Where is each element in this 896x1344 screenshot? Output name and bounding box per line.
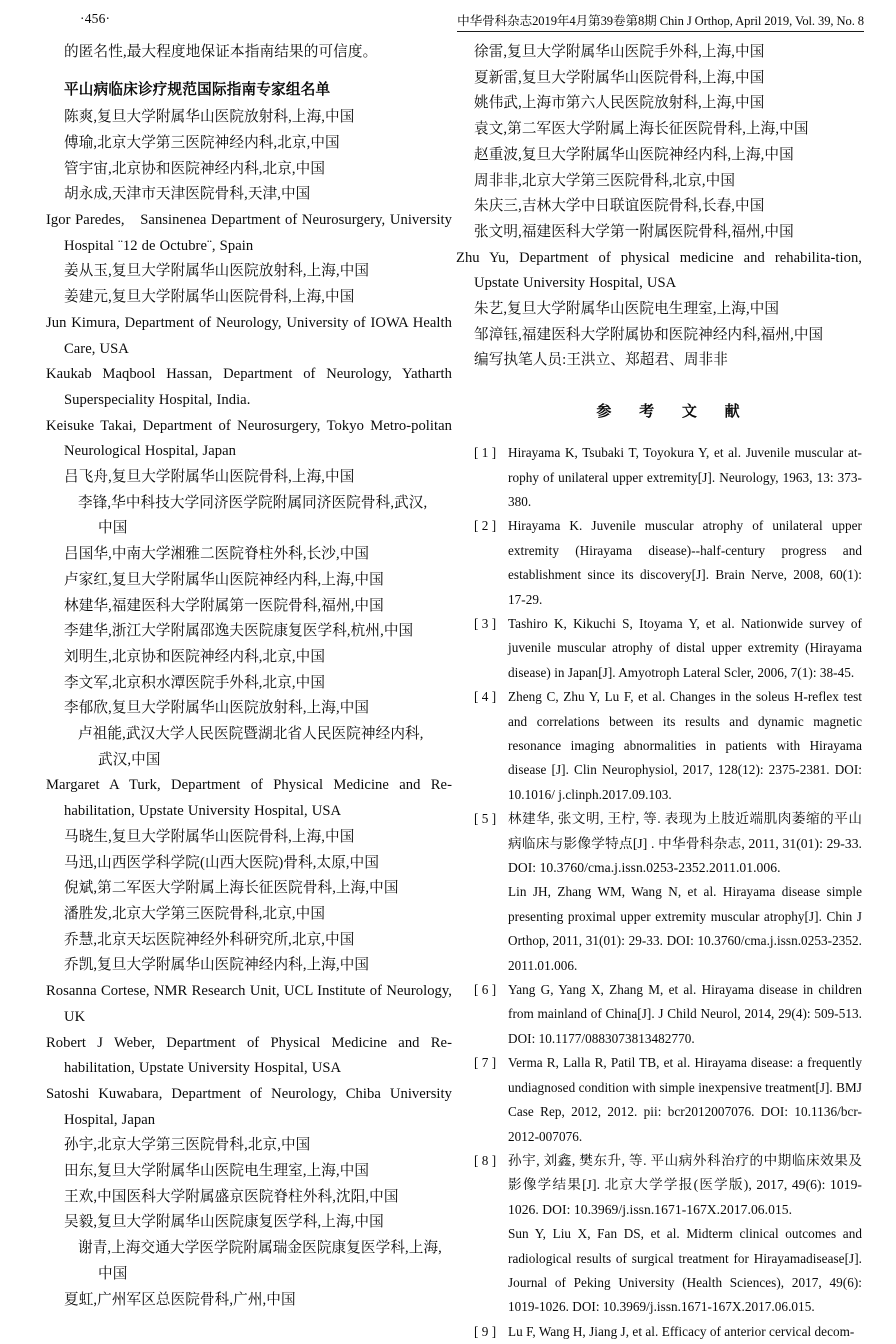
expert-entry: 刘明生,北京协和医院神经内科,北京,中国 <box>64 648 326 665</box>
expert-entry: 林建华,福建医科大学附属第一医院骨科,福州,中国 <box>64 597 384 614</box>
reference-number: [ 2 ] <box>474 518 497 534</box>
reference-text: Lin JH, Zhang WM, Wang N, et al. Hirayama disease simple presenting proximal upper extremity muscular atrophy[J]. Chin J Orthop, 2011, 31(01): 29-33. DOI: 10.3760/cma.j.issn.0253-2352. 2011.01.006. <box>508 884 862 973</box>
reference-number: [ 4 ] <box>474 689 497 705</box>
expert-entry-continuation: 中国 <box>98 520 128 537</box>
expert-entry: 邹漳钰,福建医科大学附属协和医院神经内科,福州,中国 <box>474 326 824 343</box>
expert-entry-text: 谢青,上海交通大学医学院附属瑞金医院康复医学科,上海, <box>78 1240 442 1257</box>
reference-text-cn: 孙宇, 刘鑫, 樊东升, 等. 平山病外科治疗的中期临床效果及影像学结果[J]. 北京大学学报(医学版), 2017, 49(6): 1019-1026. DOI: 10.3969/j.issn.1671-167X.2017.06.015. <box>508 1152 862 1217</box>
expert-entry: 吕国华,中南大学湘雅二医院脊柱外科,长沙,中国 <box>64 546 370 563</box>
expert-entry: 夏新雷,复旦大学附属华山医院骨科,上海,中国 <box>474 69 765 86</box>
continued-paragraph: 的匿名性,最大程度地保证本指南结果的可信度。 <box>64 44 378 60</box>
reference-list <box>474 441 862 1344</box>
reference-number: [ 8 ] <box>474 1152 497 1168</box>
expert-entry: 田东,复旦大学附属华山医院电生理室,上海,中国 <box>64 1163 370 1180</box>
expert-entry: 傅瑜,北京大学第三医院神经内科,北京,中国 <box>64 134 340 151</box>
expert-entry <box>64 1236 452 1287</box>
expert-entry: 姚伟武,上海市第六人民医院放射科,上海,中国 <box>474 95 765 112</box>
reference-number: [ 6 ] <box>474 982 497 998</box>
expert-entry: 李郁欣,复旦大学附属华山医院放射科,上海,中国 <box>64 700 370 717</box>
reference-item <box>474 1149 862 1320</box>
expert-entry-text: 卢祖能,武汉大学人民医院暨湖北省人民医院神经内科, <box>78 726 424 743</box>
expert-entry: 朱艺,复旦大学附属华山医院电生理室,上海,中国 <box>474 301 780 318</box>
reference-text: Tashiro K, Kikuchi S, Itoyama Y, et al. Nationwide survey of juvenile muscular atrophy of distal upper extremity (Hirayama disease) in Japan[J]. Amyotroph Lateral Scler, 2006, 7(1): 38-45. <box>508 615 862 680</box>
reference-item <box>474 612 862 685</box>
expert-entry: 倪斌,第二军医大学附属上海长征医院骨科,上海,中国 <box>64 880 399 897</box>
expert-entry-text: 李锋,华中科技大学同济医学院附属同济医院骨科,武汉, <box>78 494 428 511</box>
expert-entry: 马迅,山西医学科学院(山西大医院)骨科,太原,中国 <box>64 854 380 871</box>
expert-panel-heading: 平山病临床诊疗规范国际指南专家组名单 <box>64 81 331 98</box>
reference-text: Lu F, Wang H, Jiang J, et al. Efficacy of anterior cervical decom- <box>508 1323 855 1339</box>
reference-text: Yang G, Yang X, Zhang M, et al. Hirayama disease in children from mainland of China[J]. J Child Neurol, 2014, 29(4): 509-513. DOI: 10.1177/0883073813482770. <box>508 982 862 1046</box>
reference-text-cn: 林建华, 张文明, 王柠, 等. 表现为上肢近端肌肉萎缩的平山病临床与影像学特点[J] . 中华骨科杂志, 2011, 31(01): 29-33. DOI: 10.3760/cma.j.issn.0253-2352.2011.01.006. <box>508 811 862 876</box>
right-column <box>456 40 862 1344</box>
reference-number: [ 1 ] <box>474 445 497 461</box>
reference-item <box>474 978 862 1051</box>
expert-entry: Keisuke Takai, Department of Neurosurgery, Tokyo Metro-politan Neurological Hospital, Japan <box>46 417 452 460</box>
reference-text: Hirayama K. Juvenile muscular atrophy of unilateral upper extremity (Hirayama disease)--half-century progress and establishment since its discovery[J]. Brain Nerve, 2008, 60(1): 17-29. <box>508 518 862 607</box>
expert-entry: 孙宇,北京大学第三医院骨科,北京,中国 <box>64 1137 311 1154</box>
reference-number: [ 9 ] <box>474 1323 497 1339</box>
expert-entry: 潘胜发,北京大学第三医院骨科,北京,中国 <box>64 905 326 922</box>
expert-entry: Igor Paredes, Sansinenea Department of Neurosurgery, University Hospital ¨12 de Octubre¨, Spain <box>46 212 452 254</box>
expert-entry: 张文明,福建医科大学第一附属医院骨科,福州,中国 <box>474 223 794 240</box>
expert-entry: Kaukab Maqbool Hassan, Department of Neurology, Yatharth Superspeciality Hospital, India. <box>46 366 452 408</box>
expert-entry: 朱庆三,吉林大学中日联谊医院骨科,长春,中国 <box>474 198 765 215</box>
expert-entry: 徐雷,复旦大学附属华山医院手外科,上海,中国 <box>474 44 765 60</box>
reference-text: Zheng C, Zhu Y, Lu F, et al. Changes in the soleus H-reflex test and correlations between its results and dynamic magnetic resonance imaging abnormalities in patients with Hirayama disease [J]. Clin Neurophysiol, 2017, 128(12): 2375-2381. DOI: 10.1016/ j.clinph.2017.09.103. <box>508 689 862 802</box>
reference-text: Hirayama K, Tsubaki T, Toyokura Y, et al. Juvenile muscular at-rophy of unilateral upper extremity[J]. Neurology, 1963, 13: 373-380. <box>508 445 862 509</box>
reference-text: Sun Y, Liu X, Fan DS, et al. Midterm clinical outcomes and radiological results of surgical treatment for Hirayamadisease[J]. Journal of Peking University (Health Sciences), 2017, 49(6): 1019-1026. DOI: 10.3969/j.issn.1671-167X.2017.06.015. <box>508 1226 862 1315</box>
reference-item <box>474 441 862 514</box>
expert-entry-continuation: 武汉,中国 <box>98 751 161 768</box>
references-heading: 参 考 文 献 <box>596 404 752 421</box>
expert-entry: 姜建元,复旦大学附属华山医院骨科,上海,中国 <box>64 289 355 306</box>
page-number: ·456· <box>80 11 111 26</box>
expert-entry: Robert J Weber, Department of Physical Medicine and Re-habilitation, Upstate University Hospital, USA <box>46 1034 452 1077</box>
expert-entry: 姜从玉,复旦大学附属华山医院放射科,上海,中国 <box>64 263 370 280</box>
expert-entry: Zhu Yu, Department of physical medicine and rehabilita-tion, Upstate University Hospital, USA <box>456 249 862 292</box>
expert-entry: 马晓生,复旦大学附属华山医院骨科,上海,中国 <box>64 828 355 845</box>
expert-entry <box>64 491 452 542</box>
running-head <box>0 8 896 34</box>
reference-item <box>474 1051 862 1149</box>
reference-item <box>474 685 862 807</box>
reference-item <box>474 1320 862 1344</box>
expert-entry: 吕飞舟,复旦大学附属华山医院骨科,上海,中国 <box>64 469 355 486</box>
expert-entry: Jun Kimura, Department of Neurology, University of IOWA Health Care, USA <box>46 314 452 357</box>
reference-number: [ 7 ] <box>474 1055 497 1071</box>
expert-entry: 管宇宙,北京协和医院神经内科,北京,中国 <box>64 160 326 177</box>
expert-entry: 赵重波,复旦大学附属华山医院神经内科,上海,中国 <box>474 146 794 163</box>
reference-number: [ 5 ] <box>474 811 497 827</box>
expert-entry: 乔慧,北京天坛医院神经外科研究所,北京,中国 <box>64 931 355 948</box>
expert-entry: Margaret A Turk, Department of Physical Medicine and Re-habilitation, Upstate University Hospital, USA <box>46 777 452 820</box>
left-column <box>46 40 452 1313</box>
expert-entry: 王欢,中国医科大学附属盛京医院脊柱外科,沈阳,中国 <box>64 1188 399 1205</box>
expert-entry-continuation: 中国 <box>98 1265 128 1282</box>
expert-name-list-right <box>456 40 862 348</box>
expert-entry: 袁文,第二军医大学附属上海长征医院骨科,上海,中国 <box>474 121 809 138</box>
expert-entry: Rosanna Cortese, NMR Research Unit, UCL Institute of Neurology, UK <box>46 983 452 1025</box>
reference-item <box>474 807 862 978</box>
expert-entry: 陈爽,复旦大学附属华山医院放射科,上海,中国 <box>64 109 355 126</box>
expert-entry: 夏虹,广州军区总医院骨科,广州,中国 <box>64 1291 296 1308</box>
expert-entry: 卢家红,复旦大学附属华山医院神经内科,上海,中国 <box>64 571 384 588</box>
expert-entry: 乔凯,复旦大学附属华山医院神经内科,上海,中国 <box>64 957 370 974</box>
expert-entry: 胡永成,天津市天津医院骨科,天津,中国 <box>64 186 311 203</box>
expert-entry <box>64 722 452 773</box>
writers-line: 编写执笔人员:王洪立、郑超君、周非非 <box>474 352 728 369</box>
journal-citation-header: 中华骨科杂志2019年4月第39卷第8期 Chin J Orthop, April 2019, Vol. 39, No. 8 <box>457 10 864 32</box>
expert-entry: 吴毅,复旦大学附属华山医院康复医学科,上海,中国 <box>64 1214 384 1231</box>
expert-name-list-left <box>46 105 452 1313</box>
reference-number: [ 3 ] <box>474 615 497 631</box>
expert-entry: 周非非,北京大学第三医院骨科,北京,中国 <box>474 172 736 189</box>
expert-entry: Satoshi Kuwabara, Department of Neurology, Chiba University Hospital, Japan <box>46 1085 452 1128</box>
expert-entry: 李建华,浙江大学附属邵逸夫医院康复医学科,杭州,中国 <box>64 623 414 640</box>
reference-item <box>474 514 862 612</box>
reference-text: Verma R, Lalla R, Patil TB, et al. Hirayama disease: a frequently undiagnosed condition with simple inexpensive treatment[J]. BMJ Case Rep, 2012, 2012. pii: bcr2012007076. DOI: 10.1136/bcr-2012-007076. <box>508 1055 862 1144</box>
expert-entry: 李文军,北京积水潭医院手外科,北京,中国 <box>64 674 326 691</box>
